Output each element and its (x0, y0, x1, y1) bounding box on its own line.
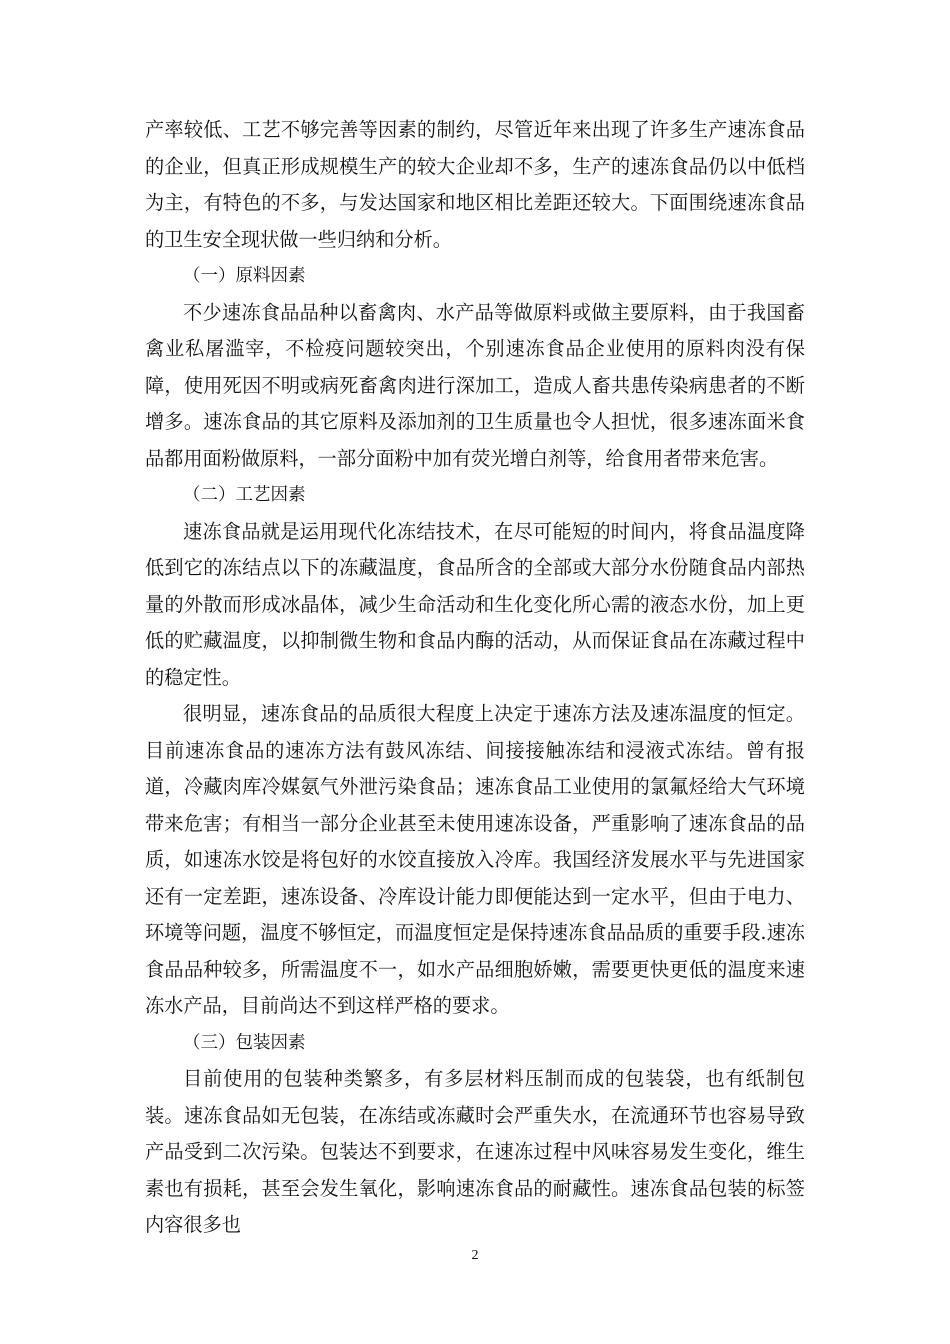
document-body (145, 112, 805, 1244)
body-paragraph: 产率较低、工艺不够完善等因素的制约，尽管近年来出现了许多生产速冻食品的企业，但真正形成规模生产的较大企业却不多，生产的速冻食品仍以中低档为主，有特色的不多，与发达国家和地区相比差距还较大。下面围绕速冻食品的卫生安全现状做一些归纳和分析。 (145, 118, 805, 251)
section-heading: （三）包装因素 (183, 1032, 306, 1053)
body-paragraph: 速冻食品就是运用现代化冻结技术，在尽可能短的时间内，将食品温度降低到它的冻结点以下的冻藏温度，食品所含的全部或大部分水份随食品内部热量的外散而形成冰晶体，减少生命活动和生化变化所心需的液态水份，加上更低的贮藏温度，以抑制微生物和食品内酶的活动，从而保证食品在冻藏过程中的稳定性。 (145, 519, 805, 689)
body-paragraph: 不少速冻食品品种以畜禽肉、水产品等做原料或做主要原料，由于我国畜禽业私屠滥宰，不检疫问题较突出，个别速冻食品企业使用的原料肉没有保障，使用死因不明或病死畜禽肉进行深加工，造成人畜共患传染病患者的不断增多。速冻食品的其它原料及添加剂的卫生质量也令人担忧，很多速冻面米食品都用面粉做原料，一部分面粉中加有荧光增白剂等，给食用者带来危害。 (145, 300, 805, 470)
page-number: 2 (471, 1248, 479, 1263)
section-heading: （二）工艺因素 (183, 485, 306, 505)
section-heading: （一）原料因素 (183, 266, 306, 286)
body-paragraph: 很明显，速冻食品的品质很大程度上决定于速冻方法及速冻温度的恒定。目前速冻食品的速冻方法有鼓风冻结、间接接触冻结和浸液式冻结。曾有报道，冷藏肉库冷媒氨气外泄污染食品；速冻食品工业使用的氯氟烃给大气环境带来危害；有相当一部分企业甚至未使用速冻设备，严重影响了速冻食品的品质，如速冻水饺是将包好的水饺直接放入冷库。我国经济发展水平与先进国家还有一定差距，速冻设备、冷库设计能力即便能达到一定水平，但由于电力、环境等问题，温度不够恒定，而温度恒定是保持速冻食品品质的重要手段.速冻食品品种较多，所需温度不一，如水产品细胞娇嫩，需要更快更低的温度来速冻水产品，目前尚达不到这样严格的要求。 (145, 702, 805, 1017)
body-paragraph: 目前使用的包装种类繁多，有多层材料压制而成的包装袋，也有纸制包装。速冻食品如无包装，在冻结或冻藏时会严重失水，在流通环节也容易导致产品受到二次污染。包装达不到要求，在速冻过程中风味容易发生变化，维生素也有损耗，甚至会发生氧化，影响速冻食品的耐藏性。速冻食品包装的标签内容很多也 (145, 1067, 805, 1236)
